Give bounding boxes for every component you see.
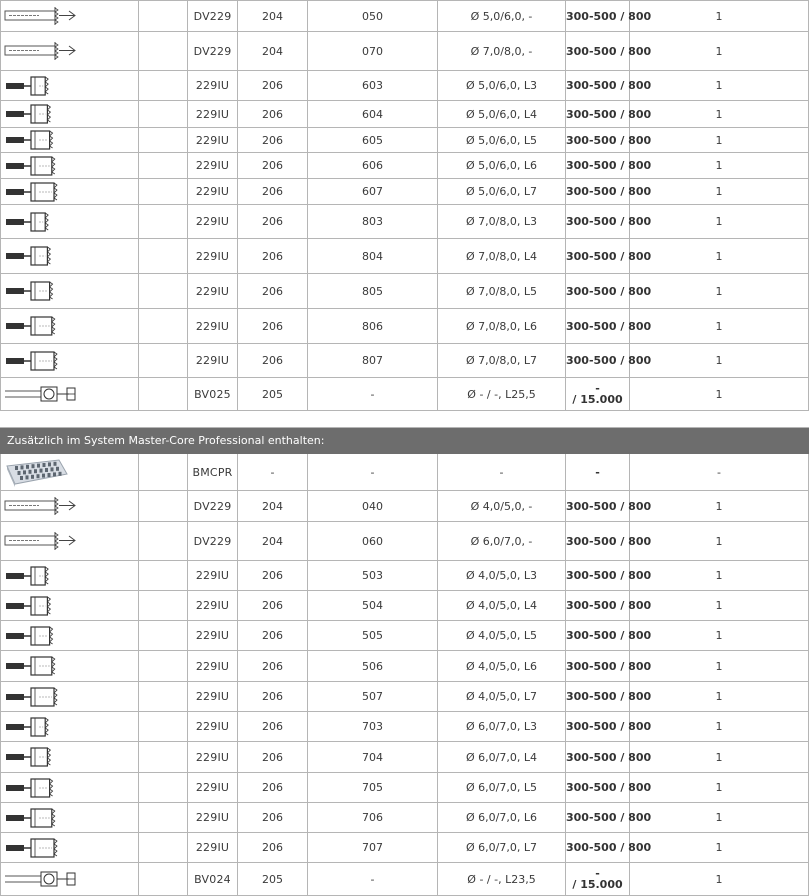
quantity-cell: 1 [630,71,809,101]
empty-cell [139,239,188,274]
size-code: 507 [308,682,438,712]
empty-cell [139,651,188,682]
table-row [1,454,809,491]
diameter-cell: Ø 4,0/5,0, L6 [438,651,566,682]
table-row [1,274,809,309]
size-code: 807 [308,344,438,378]
spacer-row [1,411,809,428]
speed-cell: 300-500 / 800 [566,491,630,522]
size-code: 607 [308,179,438,205]
empty-cell [139,773,188,803]
shank-code: 206 [238,591,308,621]
size-code: 605 [308,128,438,153]
empty-cell [139,153,188,179]
shank-code: 206 [238,803,308,833]
article-code: BV024 [188,863,238,896]
size-code: - [308,378,438,411]
empty-cell [139,682,188,712]
speed-cell: 300-500 / 800 [566,621,630,651]
diameter-cell: Ø 5,0/6,0, L6 [438,153,566,179]
size-code: 803 [308,205,438,239]
diameter-cell: Ø 4,0/5,0, L4 [438,591,566,621]
spacer-cell [1,411,809,428]
speed-cell: 300-500 / 800 [566,205,630,239]
article-code: 229IU [188,101,238,128]
speed-cell: 300-500 / 800 [566,522,630,561]
empty-cell [139,454,188,491]
size-code: 504 [308,591,438,621]
quantity-cell: 1 [630,205,809,239]
size-code: 705 [308,773,438,803]
table-row [1,621,809,651]
size-code: 706 [308,803,438,833]
size-code: 070 [308,32,438,71]
empty-cell [139,522,188,561]
size-code: 806 [308,309,438,344]
shank-code: 206 [238,682,308,712]
speed-cell: - [566,454,630,491]
size-code: 804 [308,239,438,274]
diameter-cell: Ø 4,0/5,0, L3 [438,561,566,591]
diameter-cell: Ø 5,0/6,0, L7 [438,179,566,205]
trephine-icon [1,239,139,274]
table-row [1,591,809,621]
trephine-icon [1,344,139,378]
shank-code: 206 [238,621,308,651]
drill-icon [1,32,139,71]
diameter-cell: Ø 4,0/5,0, - [438,491,566,522]
article-code: 229IU [188,621,238,651]
empty-cell [139,621,188,651]
speed-cell: 300-500 / 800 [566,128,630,153]
empty-cell [139,71,188,101]
article-code: 229IU [188,591,238,621]
trephine-icon [1,803,139,833]
quantity-cell: 1 [630,309,809,344]
article-code: 229IU [188,712,238,742]
trephine-icon [1,128,139,153]
size-code: - [308,454,438,491]
trephine-icon [1,179,139,205]
trephine-icon [1,274,139,309]
article-code: 229IU [188,179,238,205]
empty-cell [139,378,188,411]
speed-cell: 300-500 / 800 [566,803,630,833]
drill-icon [1,1,139,32]
empty-cell [139,128,188,153]
article-code: DV229 [188,491,238,522]
speed-cell: 300-500 / 800 [566,833,630,863]
shank-code: 206 [238,128,308,153]
speed-cell: 300-500 / 800 [566,1,630,32]
speed-cell [566,863,630,896]
speed-cell: 300-500 / 800 [566,274,630,309]
shank-code: 204 [238,32,308,71]
trephine-icon [1,561,139,591]
quantity-cell: 1 [630,101,809,128]
size-code: 060 [308,522,438,561]
quantity-cell: 1 [630,522,809,561]
shank-code: 206 [238,274,308,309]
speed-cell: 300-500 / 800 [566,561,630,591]
size-code: 606 [308,153,438,179]
empty-cell [139,863,188,896]
shank-code: 206 [238,71,308,101]
quantity-cell: 1 [630,591,809,621]
shank-code: - [238,454,308,491]
table-row [1,803,809,833]
article-code: 229IU [188,742,238,773]
diameter-cell: Ø 5,0/6,0, L4 [438,101,566,128]
speed-cell: 300-500 / 800 [566,682,630,712]
shank-code: 206 [238,153,308,179]
table-row [1,344,809,378]
table-row [1,491,809,522]
diameter-cell: Ø 5,0/6,0, L3 [438,71,566,101]
empty-cell [139,274,188,309]
shank-code: 206 [238,101,308,128]
trephine-icon [1,153,139,179]
quantity-cell: 1 [630,239,809,274]
table-row [1,309,809,344]
shank-code: 206 [238,205,308,239]
trephine-icon [1,833,139,863]
quantity-cell: 1 [630,833,809,863]
table-row [1,863,809,896]
diameter-cell: Ø 7,0/8,0, L7 [438,344,566,378]
shank-code: 206 [238,833,308,863]
diameter-cell: Ø 7,0/8,0, - [438,32,566,71]
empty-cell [139,712,188,742]
quantity-cell: 1 [630,561,809,591]
table-row [1,205,809,239]
size-code: 505 [308,621,438,651]
empty-cell [139,344,188,378]
size-code: 703 [308,712,438,742]
diameter-cell: Ø - / -, L23,5 [438,863,566,896]
article-code: 229IU [188,651,238,682]
diameter-cell: - [438,454,566,491]
article-code: 229IU [188,128,238,153]
quantity-cell: 1 [630,32,809,71]
article-code: 229IU [188,344,238,378]
diameter-cell: Ø - / -, L25,5 [438,378,566,411]
speed-cell [566,378,630,411]
table-row [1,651,809,682]
shank-code: 205 [238,378,308,411]
shank-code: 206 [238,651,308,682]
shank-code: 206 [238,344,308,378]
table-row [1,561,809,591]
empty-cell [139,32,188,71]
table-row [1,32,809,71]
quantity-cell: 1 [630,344,809,378]
trephine-icon [1,773,139,803]
speed-cell: 300-500 / 800 [566,712,630,742]
empty-cell [139,803,188,833]
table-body [1,1,809,896]
quantity-cell: 1 [630,712,809,742]
empty-cell [139,491,188,522]
trephine-icon [1,651,139,682]
tray-icon [1,454,139,491]
shank-code: 205 [238,863,308,896]
speed-cell: 300-500 / 800 [566,773,630,803]
speed-cell: 300-500 / 800 [566,71,630,101]
diameter-cell: Ø 4,0/5,0, L5 [438,621,566,651]
empty-cell [139,591,188,621]
quantity-cell: 1 [630,803,809,833]
shank-code: 206 [238,561,308,591]
shank-code: 206 [238,309,308,344]
size-code: 604 [308,101,438,128]
article-code: 229IU [188,205,238,239]
article-code: DV229 [188,522,238,561]
empty-cell [139,561,188,591]
diameter-cell: Ø 7,0/8,0, L3 [438,205,566,239]
diameter-cell: Ø 6,0/7,0, L4 [438,742,566,773]
article-code: 229IU [188,274,238,309]
section-header-row [1,428,809,454]
article-code: 229IU [188,153,238,179]
size-code: 040 [308,491,438,522]
table-row [1,179,809,205]
trephine-icon [1,712,139,742]
table-row [1,128,809,153]
size-code: 707 [308,833,438,863]
shank-code: 206 [238,773,308,803]
article-code: DV229 [188,32,238,71]
speed-cell: 300-500 / 800 [566,32,630,71]
speed-cell: 300-500 / 800 [566,591,630,621]
size-code: 603 [308,71,438,101]
speed-max: / 15.000 [572,877,623,891]
diameter-cell: Ø 5,0/6,0, - [438,1,566,32]
guide-icon [1,863,139,896]
empty-cell [139,1,188,32]
table-row [1,742,809,773]
speed-cell: 300-500 / 800 [566,742,630,773]
article-code: 229IU [188,773,238,803]
trephine-icon [1,742,139,773]
diameter-cell: Ø 5,0/6,0, L5 [438,128,566,153]
table-row [1,101,809,128]
size-code: - [308,863,438,896]
quantity-cell: 1 [630,1,809,32]
guide-icon [1,378,139,411]
size-code: 704 [308,742,438,773]
size-code: 503 [308,561,438,591]
speed-cell: 300-500 / 800 [566,651,630,682]
table-row [1,712,809,742]
drill-icon [1,522,139,561]
drill-icon [1,491,139,522]
speed-cell: 300-500 / 800 [566,179,630,205]
article-code: 229IU [188,803,238,833]
article-code: BV025 [188,378,238,411]
table-row [1,773,809,803]
table-row [1,378,809,411]
article-code: BMCPR [188,454,238,491]
quantity-cell: 1 [630,621,809,651]
quantity-cell: 1 [630,153,809,179]
shank-code: 204 [238,1,308,32]
diameter-cell: Ø 6,0/7,0, L5 [438,773,566,803]
quantity-cell: 1 [630,179,809,205]
shank-code: 204 [238,522,308,561]
empty-cell [139,101,188,128]
quantity-cell: 1 [630,863,809,896]
section-label: Zusätzlich im System Master-Core Professional enthalten: [1,428,809,454]
article-code: 229IU [188,71,238,101]
table-row [1,71,809,101]
size-code: 050 [308,1,438,32]
shank-code: 206 [238,179,308,205]
table-row [1,833,809,863]
speed-cell: 300-500 / 800 [566,344,630,378]
quantity-cell: 1 [630,682,809,712]
speed-max: / 15.000 [572,392,623,406]
article-code: 229IU [188,561,238,591]
shank-code: 206 [238,239,308,274]
speed-cell: 300-500 / 800 [566,101,630,128]
size-code: 506 [308,651,438,682]
quantity-cell: - [630,454,809,491]
trephine-icon [1,591,139,621]
trephine-icon [1,621,139,651]
article-code: DV229 [188,1,238,32]
table-row [1,153,809,179]
shank-code: 204 [238,491,308,522]
shank-code: 206 [238,742,308,773]
speed-cell: 300-500 / 800 [566,239,630,274]
quantity-cell: 1 [630,742,809,773]
quantity-cell: 1 [630,773,809,803]
speed-min: - [595,866,600,880]
trephine-icon [1,71,139,101]
empty-cell [139,179,188,205]
article-code: 229IU [188,682,238,712]
trephine-icon [1,682,139,712]
article-code: 229IU [188,309,238,344]
article-code: 229IU [188,833,238,863]
trephine-icon [1,101,139,128]
table-row [1,682,809,712]
trephine-icon [1,309,139,344]
diameter-cell: Ø 6,0/7,0, - [438,522,566,561]
table-row [1,239,809,274]
diameter-cell: Ø 7,0/8,0, L6 [438,309,566,344]
size-code: 805 [308,274,438,309]
table-row [1,522,809,561]
speed-cell: 300-500 / 800 [566,309,630,344]
empty-cell [139,309,188,344]
empty-cell [139,833,188,863]
quantity-cell: 1 [630,651,809,682]
diameter-cell: Ø 7,0/8,0, L4 [438,239,566,274]
table-row [1,1,809,32]
speed-cell: 300-500 / 800 [566,153,630,179]
quantity-cell: 1 [630,378,809,411]
diameter-cell: Ø 6,0/7,0, L3 [438,712,566,742]
empty-cell [139,205,188,239]
trephine-icon [1,205,139,239]
shank-code: 206 [238,712,308,742]
speed-min: - [595,381,600,395]
diameter-cell: Ø 6,0/7,0, L7 [438,833,566,863]
diameter-cell: Ø 6,0/7,0, L6 [438,803,566,833]
empty-cell [139,742,188,773]
quantity-cell: 1 [630,274,809,309]
diameter-cell: Ø 7,0/8,0, L5 [438,274,566,309]
quantity-cell: 1 [630,128,809,153]
diameter-cell: Ø 4,0/5,0, L7 [438,682,566,712]
quantity-cell: 1 [630,491,809,522]
article-code: 229IU [188,239,238,274]
